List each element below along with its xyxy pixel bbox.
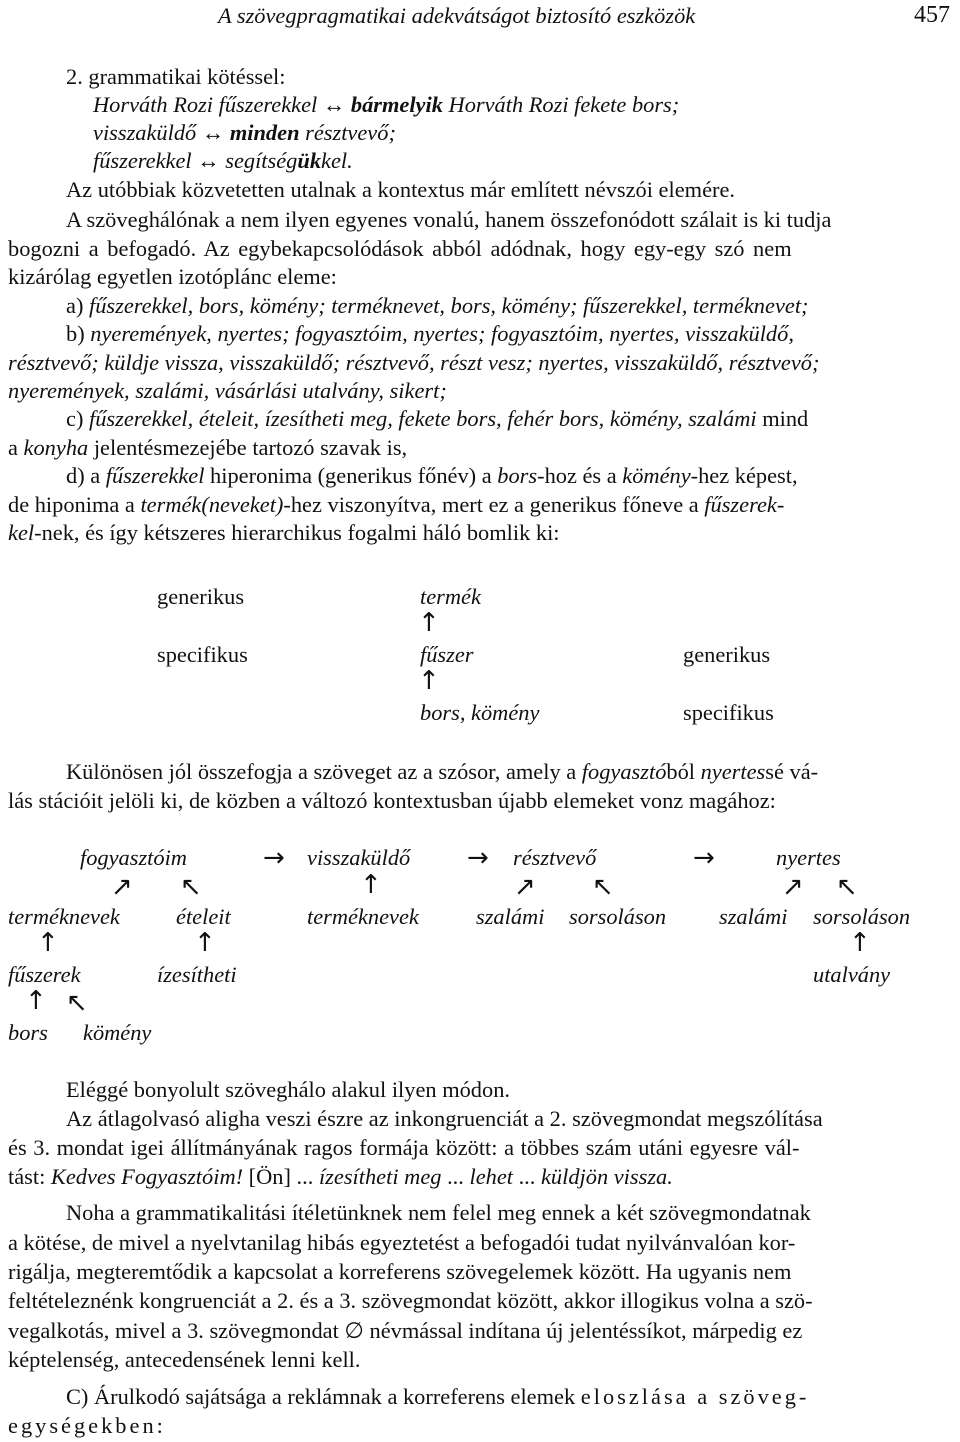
- up-arrow-icon: ↑: [360, 870, 382, 900]
- right-arrow-icon: →: [467, 843, 489, 873]
- body-text-line: rigálja, megteremtődik a kapcsolat a korreferens szövegelemek között. Ha ugyanis nem: [8, 1259, 792, 1284]
- body-text-line: kizárólag egyetlen izotóplánc eleme:: [8, 264, 337, 289]
- empty-set-icon: ∅: [344, 1318, 364, 1344]
- list-item-d: d) a fűszerekkel hiperonima (generikus főnév) a bors-hoz és a kömény-hez képest,: [66, 463, 798, 488]
- list-item-d-cont: de hiponima a termék(neveket)-hez viszonyítva, mert ez a generikus főneve a fűszerek-: [8, 492, 785, 517]
- body-text-line: Különösen jól összefogja a szöveget az a szósor, amely a fogyasztóból nyertessé vá-: [66, 759, 819, 784]
- body-text-line: A szöveghálónak a nem ilyen egyenes vonalú, hanem összefonódott szálait is ki tudja: [66, 207, 832, 232]
- up-arrow-icon: ↑: [25, 986, 47, 1016]
- bidirectional-arrow-icon: ↔: [322, 92, 346, 117]
- hierarchy-generikus-label: generikus: [157, 584, 245, 609]
- list-item-2-heading: 2. grammatikai kötéssel:: [66, 64, 286, 89]
- list-item-c: c) fűszerekkel, ételeit, ízesítheti meg, fekete bors, fehér bors, kömény, szalámi mind: [66, 406, 809, 431]
- chain-komeny: kömény: [83, 1020, 152, 1045]
- hierarchy-bors-komeny: bors, kömény: [420, 700, 540, 725]
- hierarchy-specifikus-label: specifikus: [157, 642, 248, 667]
- chain-izesitheti: ízesítheti: [157, 962, 237, 987]
- chain-fuszerek: fűszerek: [8, 962, 81, 987]
- up-left-arrow-icon: ↖: [836, 872, 858, 902]
- up-arrow-icon: ↑: [849, 928, 871, 958]
- body-text-line: C) Árulkodó sajátsága a reklámnak a korreferens elemek eloszlása a szöveg-: [66, 1384, 810, 1409]
- right-arrow-icon: →: [263, 843, 285, 873]
- body-text-line: a kötése, de mivel a nyelvtanilag hibás egyeztetést a befogadói tudat nyilvánvalóan kor-: [8, 1230, 796, 1255]
- right-arrow-icon: →: [693, 843, 715, 873]
- body-text-line: feltételeznénk kongruenciát a 2. és a 3. szövegmondat között, akkor illogikus volna a szö-: [8, 1288, 813, 1313]
- body-text-line: bogozni a befogadó. Az egybekapcsolódások abból adódnak, hogy egy-egy szó nem: [8, 236, 792, 261]
- hierarchy-generikus-label-2: generikus: [683, 642, 771, 667]
- chain-fogyasztoim: fogyasztóim: [80, 845, 187, 870]
- chain-termeknevek-2: terméknevek: [307, 904, 419, 929]
- up-arrow-icon: ↑: [37, 928, 59, 958]
- chain-visszakuldo: visszaküldő: [307, 845, 411, 870]
- chain-nyertes: nyertes: [776, 845, 841, 870]
- page-number: 457: [914, 2, 950, 28]
- chain-eteleit: ételeit: [176, 904, 231, 929]
- hierarchy-termek: termék: [420, 584, 481, 609]
- chain-utalvany: utalvány: [813, 962, 891, 987]
- chain-sorsolason: sorsoláson: [569, 904, 667, 929]
- running-header-title: A szövegpragmatikai adekvátságot biztosító eszközök: [218, 3, 696, 28]
- body-text-line: Az utóbbiak közvetetten utalnak a kontextus már említett névszói elemére.: [66, 177, 735, 202]
- hierarchy-specifikus-label-2: specifikus: [683, 700, 774, 725]
- up-right-arrow-icon: ↗: [111, 872, 133, 902]
- up-left-arrow-icon: ↖: [592, 872, 614, 902]
- list-item-b-cont: nyeremények, szalámi, vásárlási utalvány, sikert;: [8, 378, 447, 403]
- up-right-arrow-icon: ↗: [514, 872, 536, 902]
- list-item-a: a) fűszerekkel, bors, kömény; terméknevet, bors, kömény; fűszerekkel, terméknevet;: [66, 293, 809, 318]
- bidirectional-arrow-icon: ↔: [201, 120, 225, 145]
- chain-szalami: szalámi: [476, 904, 545, 929]
- example-line-1: Horváth Rozi fűszerekkel ↔ bármelyik Horváth Rozi fekete bors;: [93, 92, 680, 117]
- body-text-line: tást: Kedves Fogyasztóim! [Ön] ... ízesítheti meg ... lehet ... küldjön vissza.: [8, 1164, 673, 1189]
- up-left-arrow-icon: ↖: [180, 872, 202, 902]
- body-text-line: Az átlagolvasó aligha veszi észre az inkongruenciát a 2. szövegmondat megszólítása: [66, 1106, 823, 1131]
- up-arrow-icon: ↑: [194, 928, 216, 958]
- body-text-line: lás stációit jelöli ki, de közben a változó kontextusban újabb elemeket vonz magához:: [8, 788, 776, 813]
- chain-termeknevek: terméknevek: [8, 904, 120, 929]
- list-item-c-cont: a konyha jelentésmezejébe tartozó szavak is,: [8, 435, 408, 460]
- up-arrow-icon: ↑: [418, 608, 440, 638]
- list-item-d-cont: kel-nek, és így kétszeres hierarchikus fogalmi háló bomlik ki:: [8, 520, 560, 545]
- up-arrow-icon: ↑: [418, 666, 440, 696]
- body-text-line: Eléggé bonyolult szöveghálo alakul ilyen módon.: [66, 1077, 510, 1102]
- chain-sorsolason-2: sorsoláson: [813, 904, 911, 929]
- body-text-line: és 3. mondat igei állítmányának ragos formája között: a többes szám utáni egyesre vál-: [8, 1135, 800, 1160]
- list-item-b: b) nyeremények, nyertes; fogyasztóim, nyertes; fogyasztóim, nyertes, visszaküldő,: [66, 321, 794, 346]
- hierarchy-fuszer: fűszer: [420, 642, 474, 667]
- up-right-arrow-icon: ↗: [782, 872, 804, 902]
- body-text-line: képtelenség, antecedensének lenni kell.: [8, 1347, 361, 1372]
- bidirectional-arrow-icon: ↔: [197, 148, 220, 173]
- chain-szalami-2: szalámi: [719, 904, 788, 929]
- body-text-line: Noha a grammatikalitási ítéletünknek nem felel meg ennek a két szövegmondatnak: [66, 1200, 811, 1225]
- example-line-3: fűszerekkel ↔ segítségükkel.: [93, 148, 353, 173]
- chain-resztvevo: résztvevő: [513, 845, 597, 870]
- up-left-arrow-icon: ↖: [66, 988, 88, 1018]
- chain-bors: bors: [8, 1020, 48, 1045]
- body-text-line: vegalkotás, mivel a 3. szövegmondat ∅ névmással indítana új jelentéssíkot, márpedig ez: [8, 1318, 803, 1344]
- list-item-b-cont: résztvevő; küldje vissza, visszaküldő; résztvevő, részt vesz; nyertes, visszaküldő, résztvevő;: [8, 350, 820, 375]
- example-line-2: visszaküldő ↔ minden résztvevő;: [93, 120, 396, 145]
- body-text-line: egységekben:: [8, 1413, 166, 1438]
